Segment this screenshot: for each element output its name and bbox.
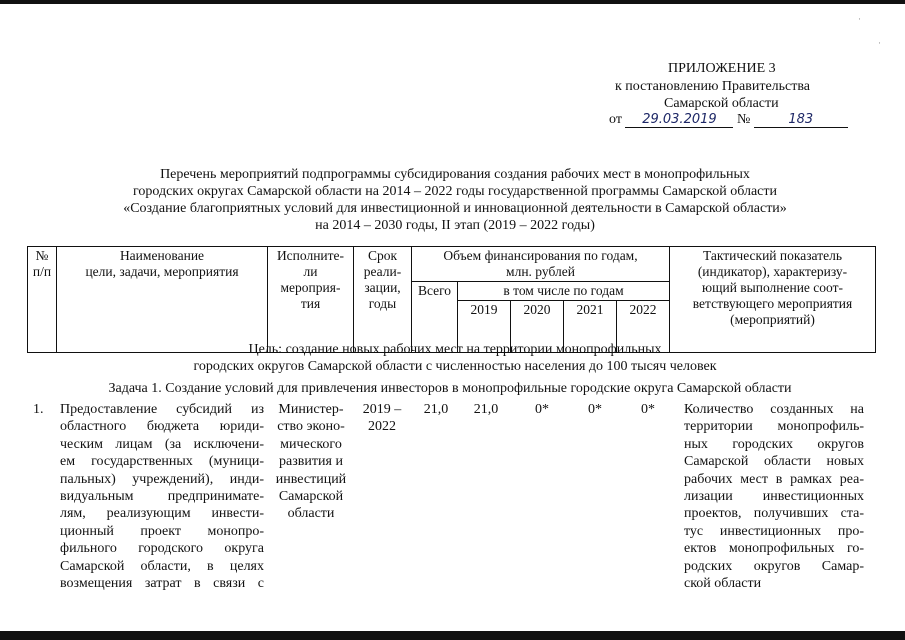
row-total: 21,0: [423, 402, 449, 417]
header-table: [27, 246, 876, 353]
scan-speck: ·: [878, 38, 881, 48]
header-funding-cell: Объем финансирования по годам, млн. рублей: [412, 247, 670, 282]
header-including-cell: в том числе по годам: [458, 282, 670, 301]
number-prefix: №: [736, 112, 751, 127]
header-year-2019: 2019: [458, 301, 511, 353]
header-executor-cell: Исполните- ли мероприя- тия: [268, 247, 354, 353]
title-line: «Создание благоприятных условий для инвестиционной и инновационной деятельности в Самарской области»: [123, 201, 787, 216]
header-name-cell: Наименование цели, задачи, мероприятия: [57, 247, 268, 353]
row-executor: Министер- ство эконо- мического развития и инвестиций Самарской области: [275, 402, 347, 522]
region-line: Самарской области: [664, 96, 779, 111]
resolution-line: к постановлению Правительства: [615, 79, 811, 94]
header-indicator-cell: Тактический показатель (индикатор), характеризу- ющий выполнение соот- ветствующего мероприятия (мероприятий): [670, 247, 876, 353]
header-number-cell: № п/п: [28, 247, 57, 353]
row-2019: 21,0: [473, 402, 499, 417]
document-title: [60, 166, 850, 234]
goal-line: городских округов Самарской области с численностью населения до 100 тысяч человек: [193, 359, 717, 374]
date-number-row: [609, 111, 848, 128]
scan-speck: ·: [858, 14, 861, 24]
header-year-2022: 2022: [617, 301, 670, 353]
row-2022: 0*: [641, 402, 655, 417]
bottom-scan-border: [0, 631, 905, 640]
title-line: городских округах Самарской области на 2014 – 2022 годы государственной программы Самарской области: [132, 184, 778, 199]
row-2020: 0*: [535, 402, 549, 417]
title-line: Перечень мероприятий подпрограммы субсидирования создания рабочих мест в монопрофильных: [160, 167, 750, 182]
header-term-cell: Срок реали- зации, годы: [354, 247, 412, 353]
row-number: 1.: [33, 402, 44, 417]
goal-text: [100, 341, 810, 375]
row-indicator: Количество созданных на территории монопрофиль- ных городских округов Самарской области новых рабочих мест в рамках реа- лизации инвестиционных проектов, получивших ста- тус инвестиционных про- ектов монопрофильных го- родских округов Самар- ской области: [684, 402, 864, 592]
goal-line: Цель: создание новых рабочих мест на территории монопрофильных: [248, 342, 662, 357]
header-year-2020: 2020: [511, 301, 564, 353]
header-year-2021: 2021: [564, 301, 617, 353]
row-term: 2019 – 2022: [362, 402, 402, 435]
top-scan-border: [0, 0, 905, 4]
row-2021: 0*: [588, 402, 602, 417]
handwritten-date: 29.03.2019: [625, 112, 733, 128]
row-description: Предоставление субсидий из областного бюджета юриди- ческим лицам (за исключени- ем государственных (муници- пальных) учреждений), инди- видуальным предпринимате- лям, реализующим инвести- ционный проект монопро- фильного городского округа Самарской области, в целях возмещения затрат в связи с: [60, 402, 264, 592]
task-text: Задача 1. Создание условий для привлечения инвесторов в монопрофильные городские округа Самарской области: [108, 381, 792, 396]
date-prefix: от: [609, 112, 622, 127]
handwritten-number: 183: [754, 112, 848, 128]
header-total-cell: Всего: [412, 282, 458, 353]
title-line: на 2014 – 2030 годы, II этап (2019 – 2022 годы): [315, 218, 595, 233]
appendix-label: ПРИЛОЖЕНИЕ 3: [668, 61, 776, 76]
